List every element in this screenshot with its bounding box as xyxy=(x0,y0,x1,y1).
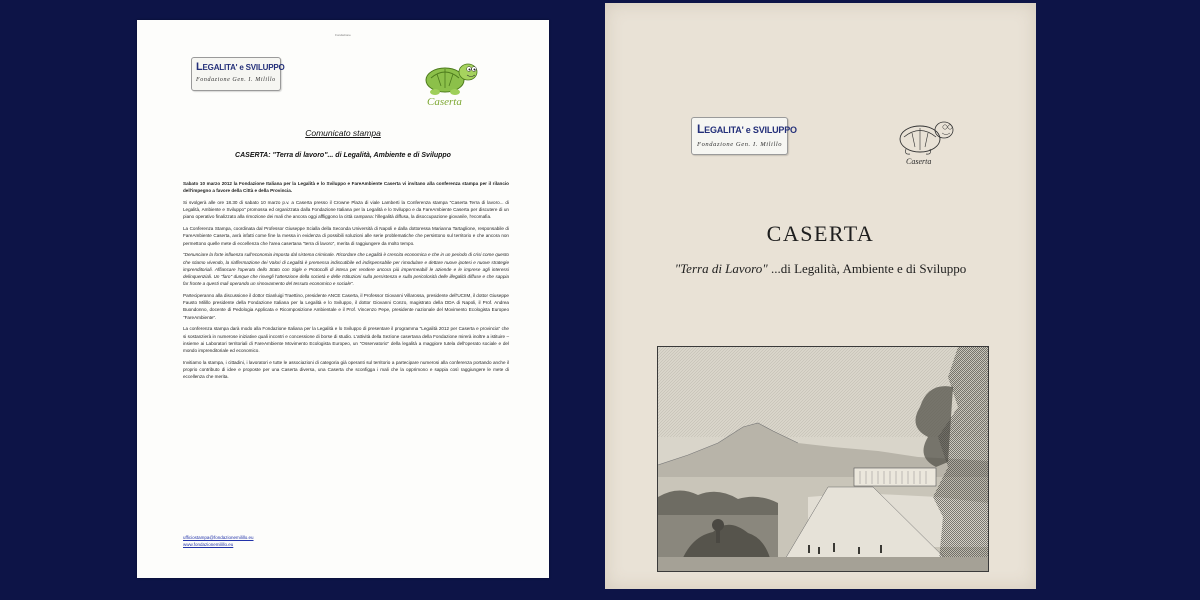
press-release-page xyxy=(137,20,549,578)
contact-links xyxy=(183,534,254,548)
logo-title xyxy=(697,122,797,136)
document-body xyxy=(183,180,509,385)
reggia-engraving xyxy=(657,346,989,572)
book-title: CASERTA xyxy=(766,221,875,246)
turtle-caption: Caserta xyxy=(427,96,462,108)
subtitle-rest: ...di Legalità, Ambiente e di Sviluppo xyxy=(767,261,967,276)
turtle-icon xyxy=(423,52,483,98)
logo-subtitle: Fondazione Gen. I. Milillo xyxy=(697,141,783,148)
email-link[interactable]: ufficiostampa@fondazionemilillo.eu xyxy=(183,535,254,540)
logo-title-rest: EGALITA' e SVILUPPO xyxy=(202,63,285,72)
document-heading: Comunicato stampa xyxy=(305,128,381,138)
book-subtitle xyxy=(605,261,1036,277)
subtitle-italic: "Terra di Lavoro" xyxy=(674,261,768,276)
legalita-logo xyxy=(191,57,285,91)
paragraph-lead: Sabato 10 marzo 2012 la Fondazione Italiana per la Legalità e lo Sviluppo e FareAmbiente Caserta vi invitano alla conferenza stampa per il rilancio dell'impegno a favore della Città e della Provincia. xyxy=(183,181,509,194)
turtle-logo xyxy=(894,113,960,173)
paragraph: La Conferenza Stampa, coordinata dal Professor Giuseppe Scialla della Seconda Università di Napoli e dalla dottoressa Marianna Tartaglione, responsabile di FareAmbiente Caserta, avrà infatti come fine la messa in evidenza di possibili soluzioni alle serie problematiche che persistono sul territorio e che ancora non permettono quelle mete di eccellenza che l'area casertana "terra di lavoro", merita di raggiungere da molto tempo. xyxy=(183,226,509,246)
top-mark: Fondazione xyxy=(335,33,351,37)
paragraph: Invitiamo la stampa, i cittadini, i lavoratori e tutte le associazioni di categoria già operanti sul territorio a partecipare numerosi alla conferenza portando anche il proprio contributo di idee e proposte per una Caserta diversa, una Caserta che sconfigga i mali che la opprimono e sappia così raggiungere le mete di eccellenza che merita. xyxy=(183,359,509,380)
logo-subtitle: Fondazione Gen. I. Milillo xyxy=(196,77,276,83)
turtle-sketch-icon xyxy=(894,113,960,157)
engraving-illustration xyxy=(658,347,988,571)
paragraph: Si svolgerà alle ore 18.30 di sabato 10 marzo p.v. a Caserta presso il Crowne Plaza di viale Lamberti la Conferenza stampa "Caserta Terra di lavoro... di Legalità, Ambiente e Sviluppo" promossa ed organizzata dalla Fondazione Italiana per la Legalità e lo Sviluppo e da FareAmbiente Caserta per discutere di un piano operativo finalizzato alla rimozione dei mali che ancora oggi affliggono la città campana: l'illegalità diffusa, la disoccupazione giovanile, l'ecomafia. xyxy=(183,200,509,220)
paragraph: La conferenza stampa darà modo alla Fondazione Italiana per la Legalità e lo Sviluppo di presentare il programma "Legalità 2012 per Caserta e provincia" che si sostanzierà in numerose iniziative quali incontri e concessione di borse di studio. L'attività della Sezione casertana della Fondazione mirerà inoltre a istituire – insieme ai Laboratori territoriali di FareAmbiente Movimento Ecologista Europeo, un "Osservatorio" della legalità a maggiore tutela dell'operato sociale e del mondo imprenditoriale ed economico. xyxy=(183,326,509,354)
logo-initial: L xyxy=(697,122,705,136)
logo-title xyxy=(196,61,285,73)
paragraph-quote: "Denunciare la forte influenza sull'economia imposta dal sistema criminale. Ricordare che Legalità è crescita economica e che in un periodo di crisi come questo che stiamo vivendo, la riaffermazione dei Valori di Legalità è premessa indiscutibile ed indispensabile per rimodulare e dettare nuove ipotesi e nuove strategie imprenditoriali. Affiancare l'operato dello Stato con Sigle e Protocolli di intesa per rendere ancora più impermeabili le aziende e le imprese agli interessi delinquenziali. Un "faro" dunque che risvegli l'attenzione della società e delle Istituzioni sulla persistenza e sulla pericolosità delle illegalità diffuse e che sappia far fronte a questi mali operando un rinnovamento del tessuto economico e sociale". xyxy=(183,252,509,287)
turtle-caption: Caserta xyxy=(906,157,932,166)
legalita-logo xyxy=(691,117,797,155)
document-subheading: CASERTA: "Terra di lavoro"... di Legalità, Ambiente e di Sviluppo xyxy=(235,152,451,159)
website-link[interactable]: www.fondazionemilillo.eu xyxy=(183,542,234,547)
turtle-logo xyxy=(423,52,483,114)
paragraph: Parteciperanno alla discussione il dottor Gianluigi Traettino, presidente ANCE Caserta, il Professor Giovanni Villarossa, presidente dell'UCIIM, il dottor Giuseppe Fausto Milillo presidente della Fondazione Italiana per la Legalità e lo Sviluppo, il dottor Giovanni Conzo, magistrato della DDA di Napoli, il Prof. Andrea Buondonno, docente di Pedologia Applicata e Ricomposizione Ambientale e il Prof. Vincenzo Pepe, presidente nazionale del Movimento Ecologista Europeo "FareAmbiente". xyxy=(183,293,509,320)
logo-title-rest: EGALITA' e SVILUPPO xyxy=(704,125,797,135)
booklet-cover-page xyxy=(605,3,1036,589)
logo-initial: L xyxy=(196,61,203,73)
